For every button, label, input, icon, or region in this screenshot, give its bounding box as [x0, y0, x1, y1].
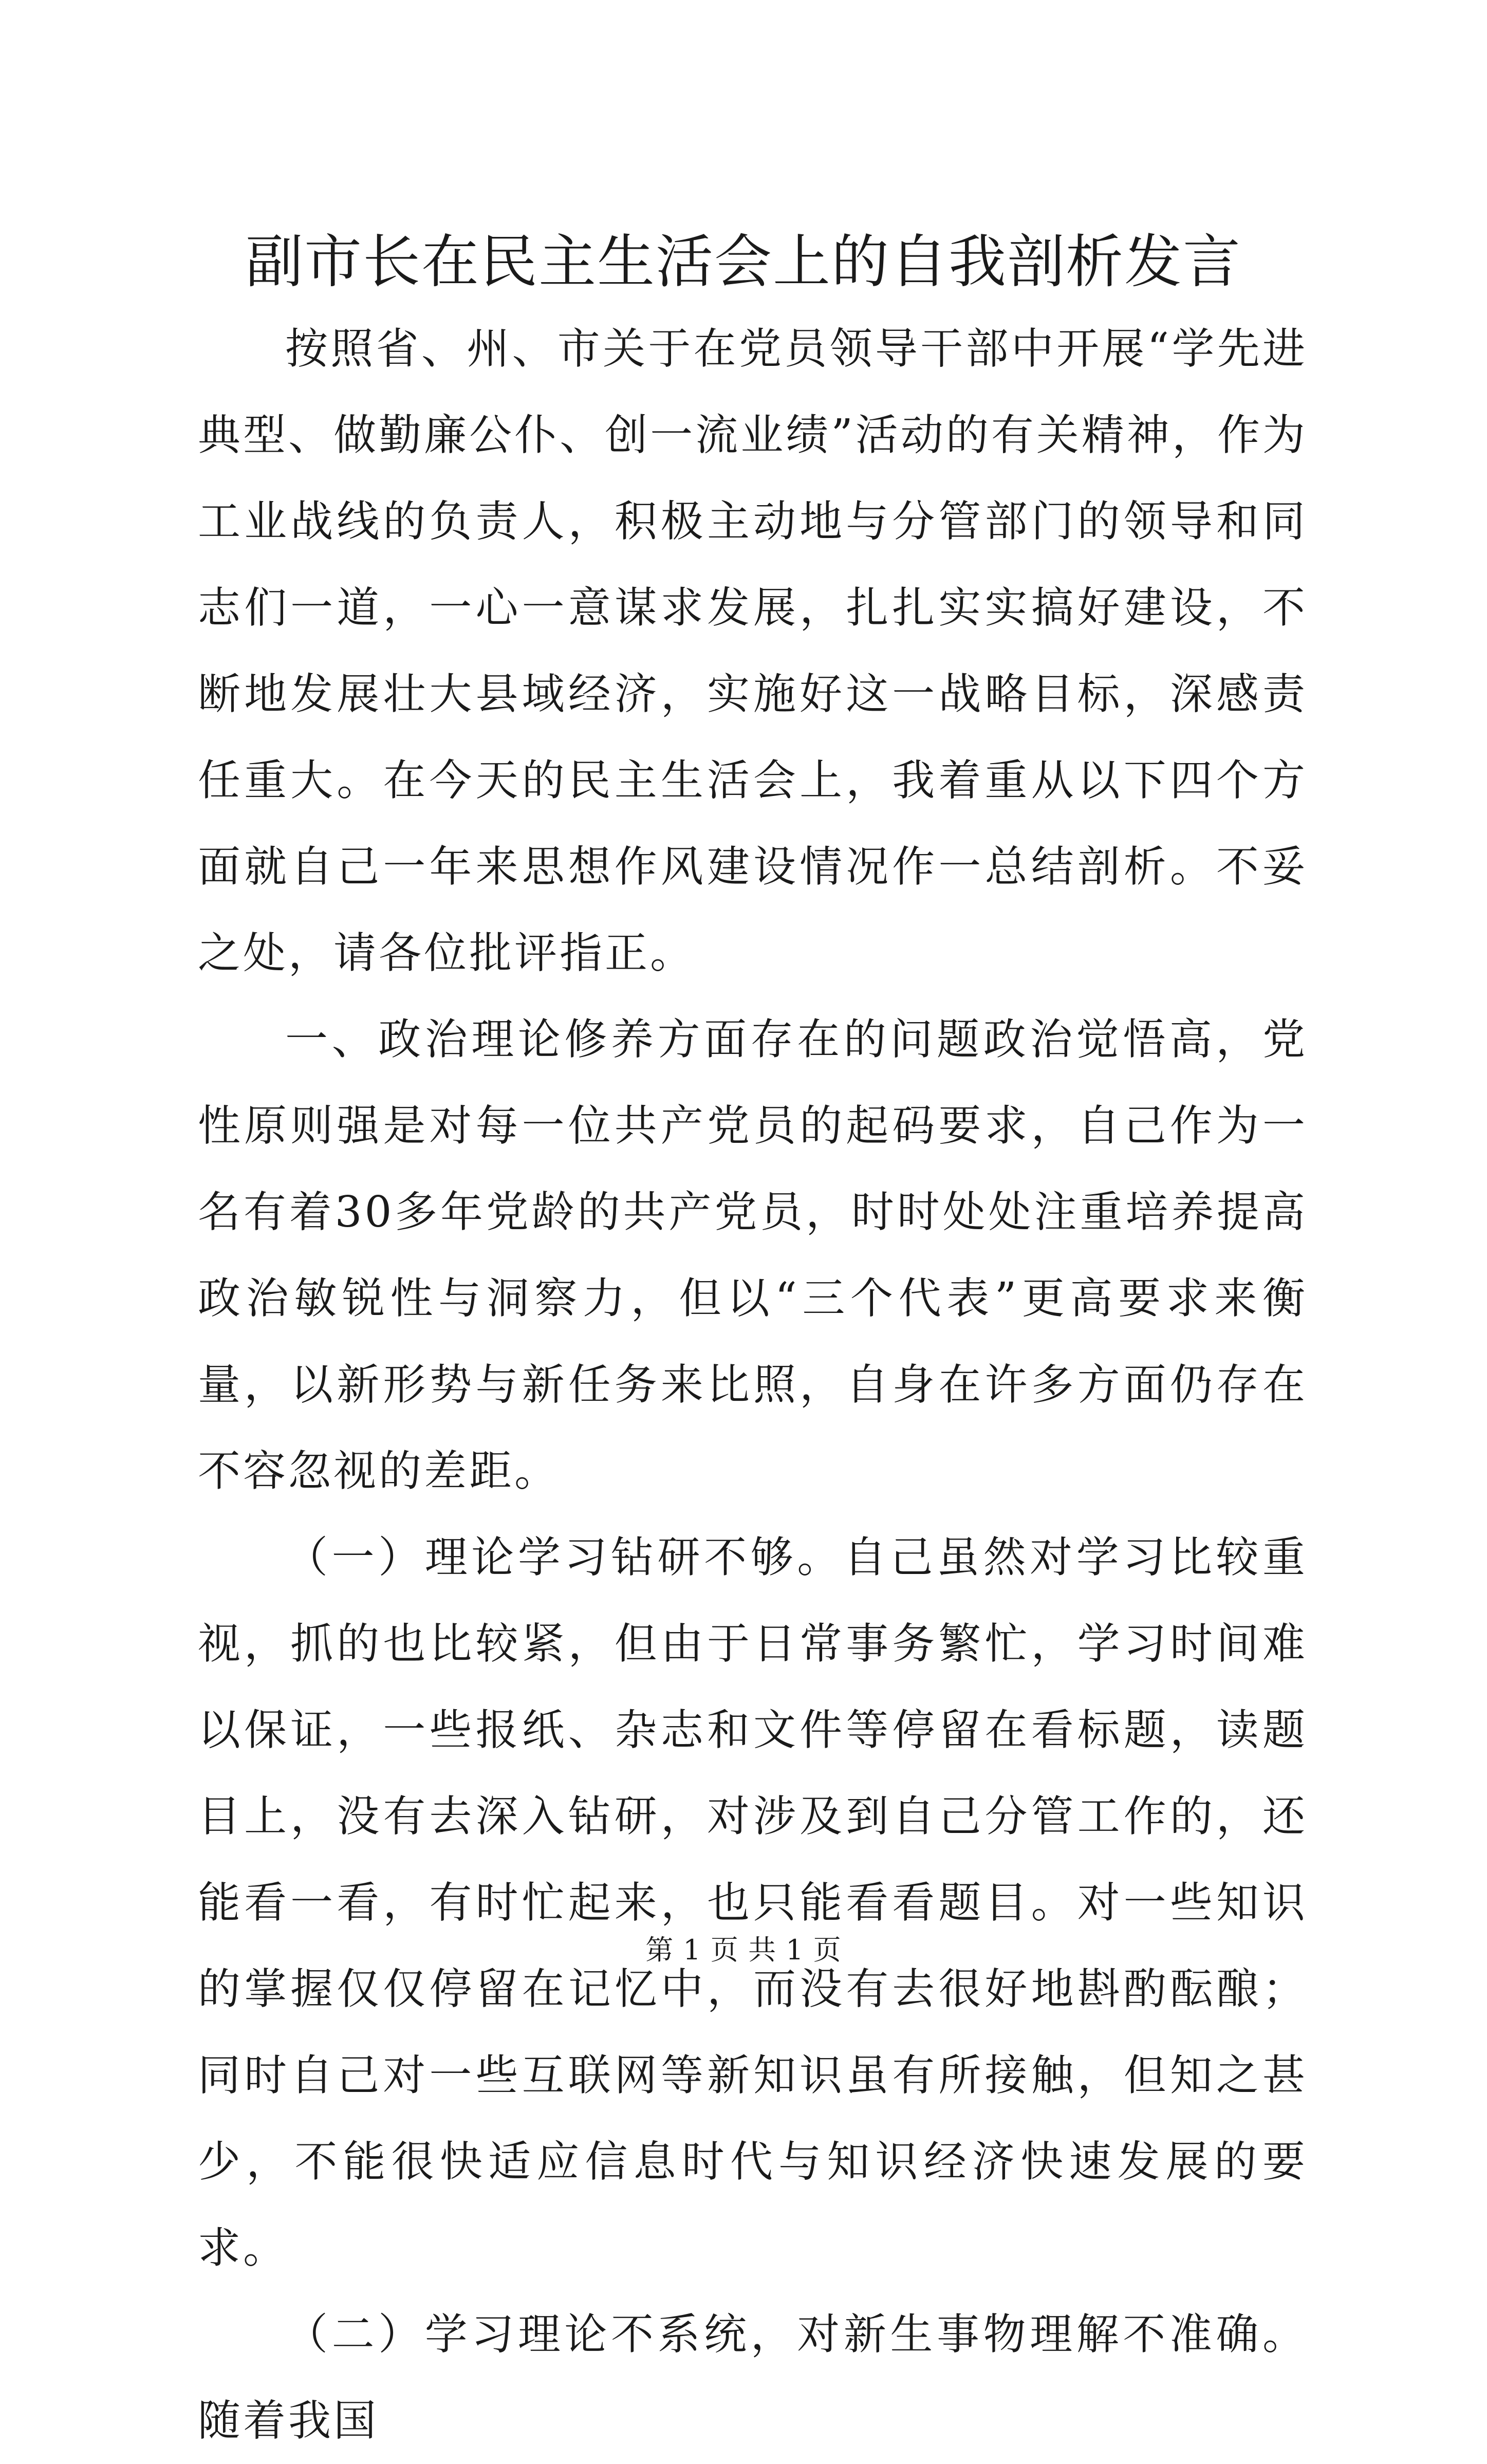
paragraph-subsection-2: （二）学习理论不系统，对新生事物理解不准确。随着我国 — [198, 2309, 1308, 2446]
document-title: 副市长在民主生活会上的自我剖析发言 — [246, 229, 1241, 295]
paragraph-section-1: 一、政治理论修养方面存在的问题政治觉悟高，党性原则强是对每一位共产党员的起码要求，自己作为一名有着30多年党龄的共产党员，时时处处注重培养提高政治敏锐性与洞察力，但以“三个代表”更高要求来衡量，以新形势与新任务来比照，自身在许多方面仍存在不容忽视的差距。 — [198, 1014, 1308, 1496]
paragraph-subsection-1: （一）理论学习钻研不够。自己虽然对学习比较重视，抓的也比较紧，但由于日常事务繁忙，学习时间难以保证，一些报纸、杂志和文件等停留在看标题，读题目上，没有去深入钻研，对涉及到自己分管工作的，还能看一看，有时忙起来，也只能看看题目。对一些知识的掌握仅仅停留在记忆中，而没有去很好地斟酌酝酿；同时自己对一些互联网等新知识虽有所接触，但知之甚少，不能很快适应信息时代与知识经济快速发展的要求。 — [198, 1532, 1308, 2273]
page-footer: 第 1 页 共 1 页 — [645, 1934, 842, 1966]
document-body — [198, 306, 1308, 2464]
paragraph-intro: 按照省、州、市关于在党员领导干部中开展“学先进典型、做勤廉公仆、创一流业绩”活动的有关精神，作为工业战线的负责人，积极主动地与分管部门的领导和同志们一道，一心一意谋求发展，扎扎实实搞好建设，不断地发展壮大县域经济，实施好这一战略目标，深感责任重大。在今天的民主生活会上，我着重从以下四个方面就自己一年来思想作风建设情况作一总结剖析。不妥之处，请各位批评指正。 — [198, 324, 1308, 978]
